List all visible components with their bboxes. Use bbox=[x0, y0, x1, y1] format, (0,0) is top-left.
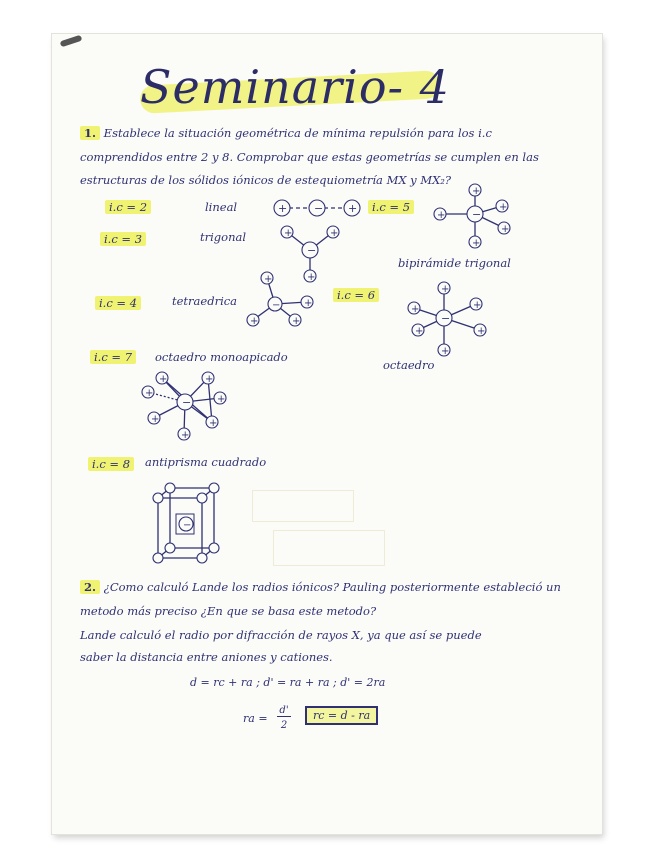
svg-text:−: − bbox=[182, 396, 192, 409]
svg-text:+: + bbox=[209, 418, 218, 429]
tetrahedral-molecule bbox=[245, 270, 325, 342]
equation-2-left: ra = bbox=[243, 712, 268, 725]
svg-text:+: + bbox=[477, 326, 486, 337]
equation-1: d = rc + ra ; d' = ra + ra ; d' = 2ra bbox=[190, 676, 386, 689]
svg-text:+: + bbox=[307, 272, 316, 283]
q1-line-2: comprendidos entre 2 y 8. Comprobar que estas geometrías se cumplen en las bbox=[80, 150, 539, 164]
ic8-geometry: antiprisma cuadrado bbox=[145, 455, 267, 469]
q2-number: 2. bbox=[80, 580, 100, 594]
ic6-label: i.c = 6 bbox=[333, 288, 379, 302]
svg-text:+: + bbox=[499, 202, 508, 213]
svg-text:−: − bbox=[472, 208, 482, 221]
ic6-geometry: octaedro bbox=[383, 358, 435, 372]
ic8-label: i.c = 8 bbox=[88, 457, 134, 471]
svg-text:+: + bbox=[348, 202, 358, 215]
capped-octahedron-molecule bbox=[140, 368, 230, 446]
svg-text:+: + bbox=[292, 316, 301, 327]
svg-text:−: − bbox=[441, 312, 451, 325]
q1-text-1: Establece la situación geométrica de mínima repulsión para los i.c bbox=[103, 126, 492, 140]
svg-text:−: − bbox=[314, 202, 324, 215]
bleed-through-box bbox=[252, 490, 354, 522]
equation-2-numerator: d' bbox=[277, 705, 291, 717]
svg-text:+: + bbox=[217, 394, 226, 405]
q1-number: 1. bbox=[80, 126, 100, 140]
ic4-geometry: tetraedrica bbox=[172, 294, 238, 308]
ic7-geometry: octaedro monoapicado bbox=[155, 350, 288, 364]
q2-line-4: saber la distancia entre aniones y cationes. bbox=[80, 650, 333, 664]
svg-text:+: + bbox=[145, 388, 154, 399]
svg-text:+: + bbox=[441, 284, 450, 295]
page-title: Seminario- 4 bbox=[140, 60, 450, 114]
svg-text:+: + bbox=[441, 346, 450, 357]
linear-molecule bbox=[272, 196, 362, 220]
svg-text:+: + bbox=[473, 300, 482, 311]
bleed-through-box bbox=[273, 530, 385, 566]
square-antiprism-molecule bbox=[150, 480, 230, 570]
svg-text:−: − bbox=[183, 520, 192, 531]
equation-2-denominator: 2 bbox=[280, 720, 288, 731]
ic2-geometry: lineal bbox=[205, 200, 238, 214]
q2-text-1: ¿Como calculó Lande los radios iónicos? Pauling posteriormente estableció un bbox=[103, 580, 561, 594]
svg-text:+: + bbox=[181, 430, 190, 441]
ic3-label: i.c = 3 bbox=[100, 232, 146, 246]
svg-text:+: + bbox=[159, 374, 168, 385]
equation-2-boxed: rc = d - ra bbox=[305, 706, 378, 725]
svg-text:+: + bbox=[304, 298, 313, 309]
svg-text:+: + bbox=[151, 414, 160, 425]
ic4-label: i.c = 4 bbox=[95, 296, 141, 310]
ic7-label: i.c = 7 bbox=[90, 350, 136, 364]
q1-line-1 bbox=[80, 126, 492, 140]
svg-text:+: + bbox=[415, 326, 424, 337]
svg-text:+: + bbox=[250, 316, 259, 327]
svg-text:+: + bbox=[284, 228, 293, 239]
svg-text:+: + bbox=[411, 304, 420, 315]
svg-text:+: + bbox=[264, 274, 273, 285]
q1-line-3: estructuras de los sólidos iónicos de estequiometría MX y MX₂? bbox=[80, 173, 452, 187]
svg-text:+: + bbox=[472, 186, 481, 197]
svg-text:−: − bbox=[272, 300, 281, 311]
octahedral-molecule bbox=[400, 278, 496, 358]
q2-line-2: metodo más preciso ¿En que se basa este metodo? bbox=[80, 604, 377, 618]
svg-text:+: + bbox=[205, 374, 214, 385]
ic5-label: i.c = 5 bbox=[368, 200, 414, 214]
svg-text:+: + bbox=[278, 202, 288, 215]
q2-line-3: Lande calculó el radio por difracción de rayos X, ya que así se puede bbox=[80, 628, 482, 642]
svg-text:+: + bbox=[472, 238, 481, 249]
svg-text:−: − bbox=[307, 244, 317, 257]
svg-text:+: + bbox=[437, 210, 446, 221]
ic3-geometry: trigonal bbox=[200, 230, 247, 244]
ic2-label: i.c = 2 bbox=[105, 200, 151, 214]
ic5-geometry: bipirámide trigonal bbox=[398, 256, 511, 270]
trigonal-bipyramid-molecule bbox=[430, 184, 520, 254]
svg-text:+: + bbox=[330, 228, 339, 239]
q2-line-1 bbox=[80, 580, 561, 594]
svg-text:+: + bbox=[501, 224, 510, 235]
